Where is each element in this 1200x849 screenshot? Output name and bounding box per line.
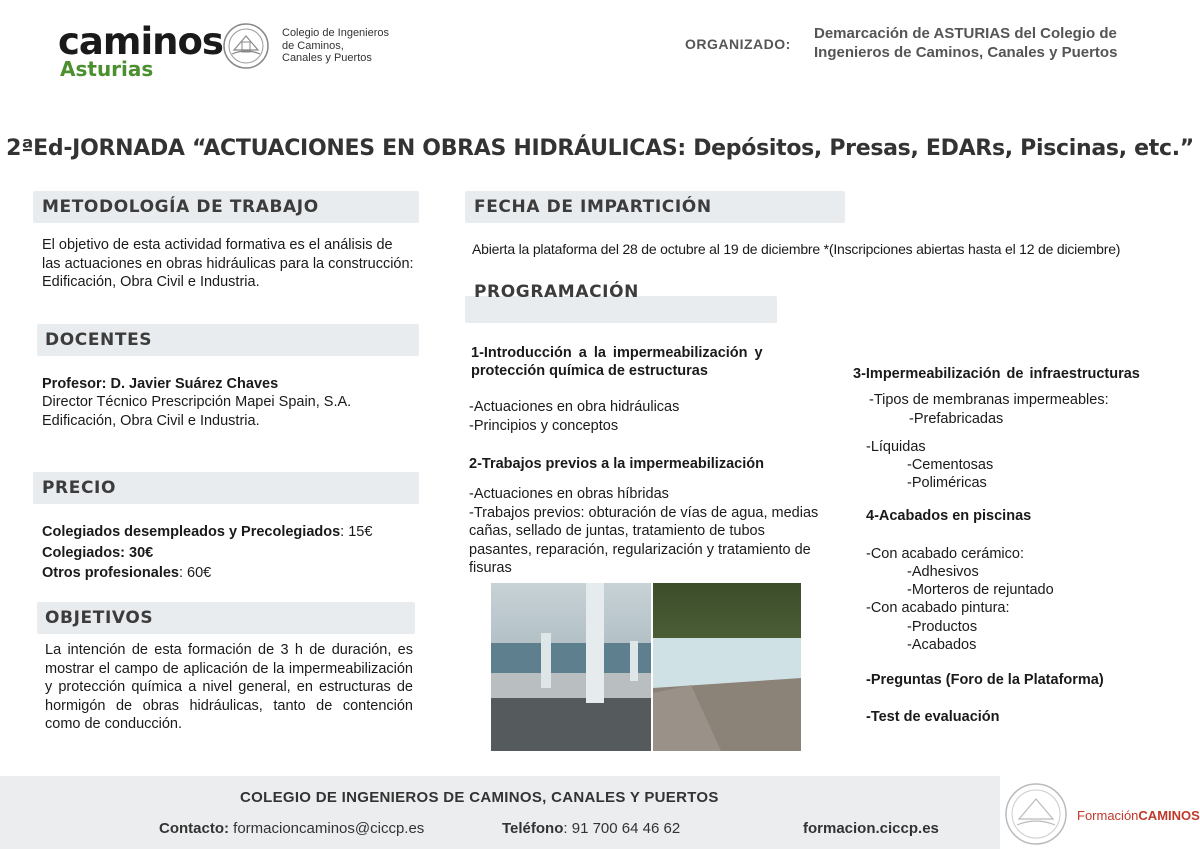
s3-polimericas: -Poliméricas <box>907 475 987 491</box>
s3-prefabricadas: -Prefabricadas <box>909 411 1004 427</box>
colegio-seal-icon <box>222 22 270 70</box>
section-1-title-line: protección química de estructuras <box>471 363 708 379</box>
objetivos-heading: OBJETIVOS <box>45 608 154 628</box>
footer-title: COLEGIO DE INGENIEROS DE CAMINOS, CANALES Y PUERTOS <box>240 789 719 806</box>
brand-text-a: Formación <box>1077 808 1139 823</box>
s4-productos: -Productos <box>907 619 978 635</box>
section-2-item: -Trabajos previos: obturación de vías de agua, medias cañas, sellado de juntas, tratamiento de tubos pasantes, reparación, regularización y tratamiento de fisuras <box>469 504 819 576</box>
section-4-title: 4-Acabados en piscinas <box>866 508 1032 524</box>
pool-illustration <box>491 583 801 751</box>
precio-value: : 60€ <box>178 565 212 581</box>
contact-label: Contacto: <box>159 820 229 837</box>
fecha-heading-bar <box>465 191 845 223</box>
section-1-title-line: 1-Introducción a la impermeabilización y <box>471 345 763 361</box>
s4-morteros: -Morteros de rejuntado <box>907 582 1054 598</box>
caminos-logo-word: caminos <box>58 20 223 63</box>
colegio-line: de Caminos, <box>282 39 344 52</box>
precio-value: : 15€ <box>340 524 373 540</box>
s4-adhesivos: -Adhesivos <box>907 564 979 580</box>
precio-label: Colegiados: 30€ <box>42 544 154 561</box>
s4-acabados: -Acabados <box>907 637 977 653</box>
colegio-name <box>282 27 402 65</box>
brand-seal-icon <box>1003 781 1069 847</box>
fecha-note: (Inscripciones abiertas hasta el 12 de diciembre) <box>828 241 1121 257</box>
organizer-line: Demarcación de ASTURIAS del Colegio de <box>814 25 1117 42</box>
brand-text-b: CAMINOS <box>1138 808 1200 823</box>
organizado-label: ORGANIZADO: <box>685 36 791 52</box>
colegio-line: Colegio de Ingenieros <box>282 27 390 39</box>
precio-heading: PRECIO <box>42 478 117 498</box>
contact-email-link[interactable]: formacioncaminos@ciccp.es <box>229 820 425 837</box>
s3-liquidas: -Líquidas <box>866 439 926 455</box>
preguntas-item: -Preguntas (Foro de la Plataforma) <box>866 672 1104 688</box>
fecha-main: Abierta la plataforma del 28 de octubre al 19 de diciembre * <box>472 241 829 257</box>
precio-list <box>42 522 372 584</box>
precio-item <box>42 522 372 543</box>
colegio-line: Canales y Puertos <box>282 52 372 64</box>
s3-tipos: -Tipos de membranas impermeables: <box>869 392 1109 408</box>
precio-heading-bar <box>33 472 419 504</box>
section-1-title <box>471 344 791 380</box>
precio-label: Otros profesionales <box>42 565 179 581</box>
page-title: 2ªEd-JORNADA “ACTUACIONES EN OBRAS HIDRÁULICAS: Depósitos, Presas, EDARs, Piscinas, etc.” <box>6 136 1194 161</box>
footer-phone <box>502 820 680 837</box>
organizer-line: Ingenieros de Caminos, Canales y Puertos <box>814 44 1118 61</box>
phone-label: Teléfono <box>502 820 564 837</box>
docente-role: Director Técnico Prescripción Mapei Spain, S.A. Edificación, Obra Civil e Industria. <box>42 394 352 429</box>
metodologia-heading-bar <box>33 191 419 223</box>
phone-value: : 91 700 64 46 62 <box>563 820 681 837</box>
s4-ceramico: -Con acabado cerámico: <box>866 546 1024 562</box>
brand-text <box>1077 808 1200 823</box>
section-1-item: -Principios y conceptos <box>469 417 619 434</box>
s3-cementosas: -Cementosas <box>907 457 994 473</box>
programacion-heading: PROGRAMACIÓN <box>474 282 639 302</box>
organizer-name <box>814 24 1174 62</box>
docente-name: Profesor: D. Javier Suárez Chaves <box>42 376 279 392</box>
objetivos-text: La intención de esta formación de 3 h de duración, es mostrar el campo de aplicación de la impermeabilización y protección química a nivel general, en estructuras de hormigón de obras hidráulicas, tanto de contención como de conducción. <box>45 642 413 732</box>
asturias-logo-sub: Asturias <box>60 57 154 81</box>
precio-item <box>42 563 372 584</box>
metodologia-text: El objetivo de esta actividad formativa es el análisis de las actuaciones en obras hidráulicas para la construcción: Edificación, Obra Civil e Industria. <box>42 237 414 290</box>
precio-item <box>42 543 372 564</box>
metodologia-heading: METODOLOGÍA DE TRABAJO <box>42 197 319 217</box>
docentes-heading-bar <box>37 324 419 356</box>
test-item: -Test de evaluación <box>866 709 1000 725</box>
footer-contact <box>159 820 424 837</box>
section-3-title: 3-Impermeabilización de infraestructuras <box>853 366 1140 382</box>
fecha-heading: FECHA DE IMPARTICIÓN <box>474 197 712 217</box>
section-2-items <box>469 485 829 578</box>
section-1-items <box>469 398 679 435</box>
section-1-item: -Actuaciones en obra hidráulicas <box>469 399 680 415</box>
section-2-title: 2-Trabajos previos a la impermeabilización <box>469 456 764 472</box>
docentes-heading: DOCENTES <box>45 330 153 350</box>
fecha-text <box>472 241 1120 257</box>
s4-pintura: -Con acabado pintura: <box>866 600 1010 616</box>
precio-label: Colegiados desempleados y Precolegiados <box>42 524 341 540</box>
footer-web-link[interactable]: formacion.ciccp.es <box>803 820 939 837</box>
section-2-item: -Actuaciones en obras híbridas <box>469 486 669 502</box>
objetivos-heading-bar <box>37 602 415 634</box>
